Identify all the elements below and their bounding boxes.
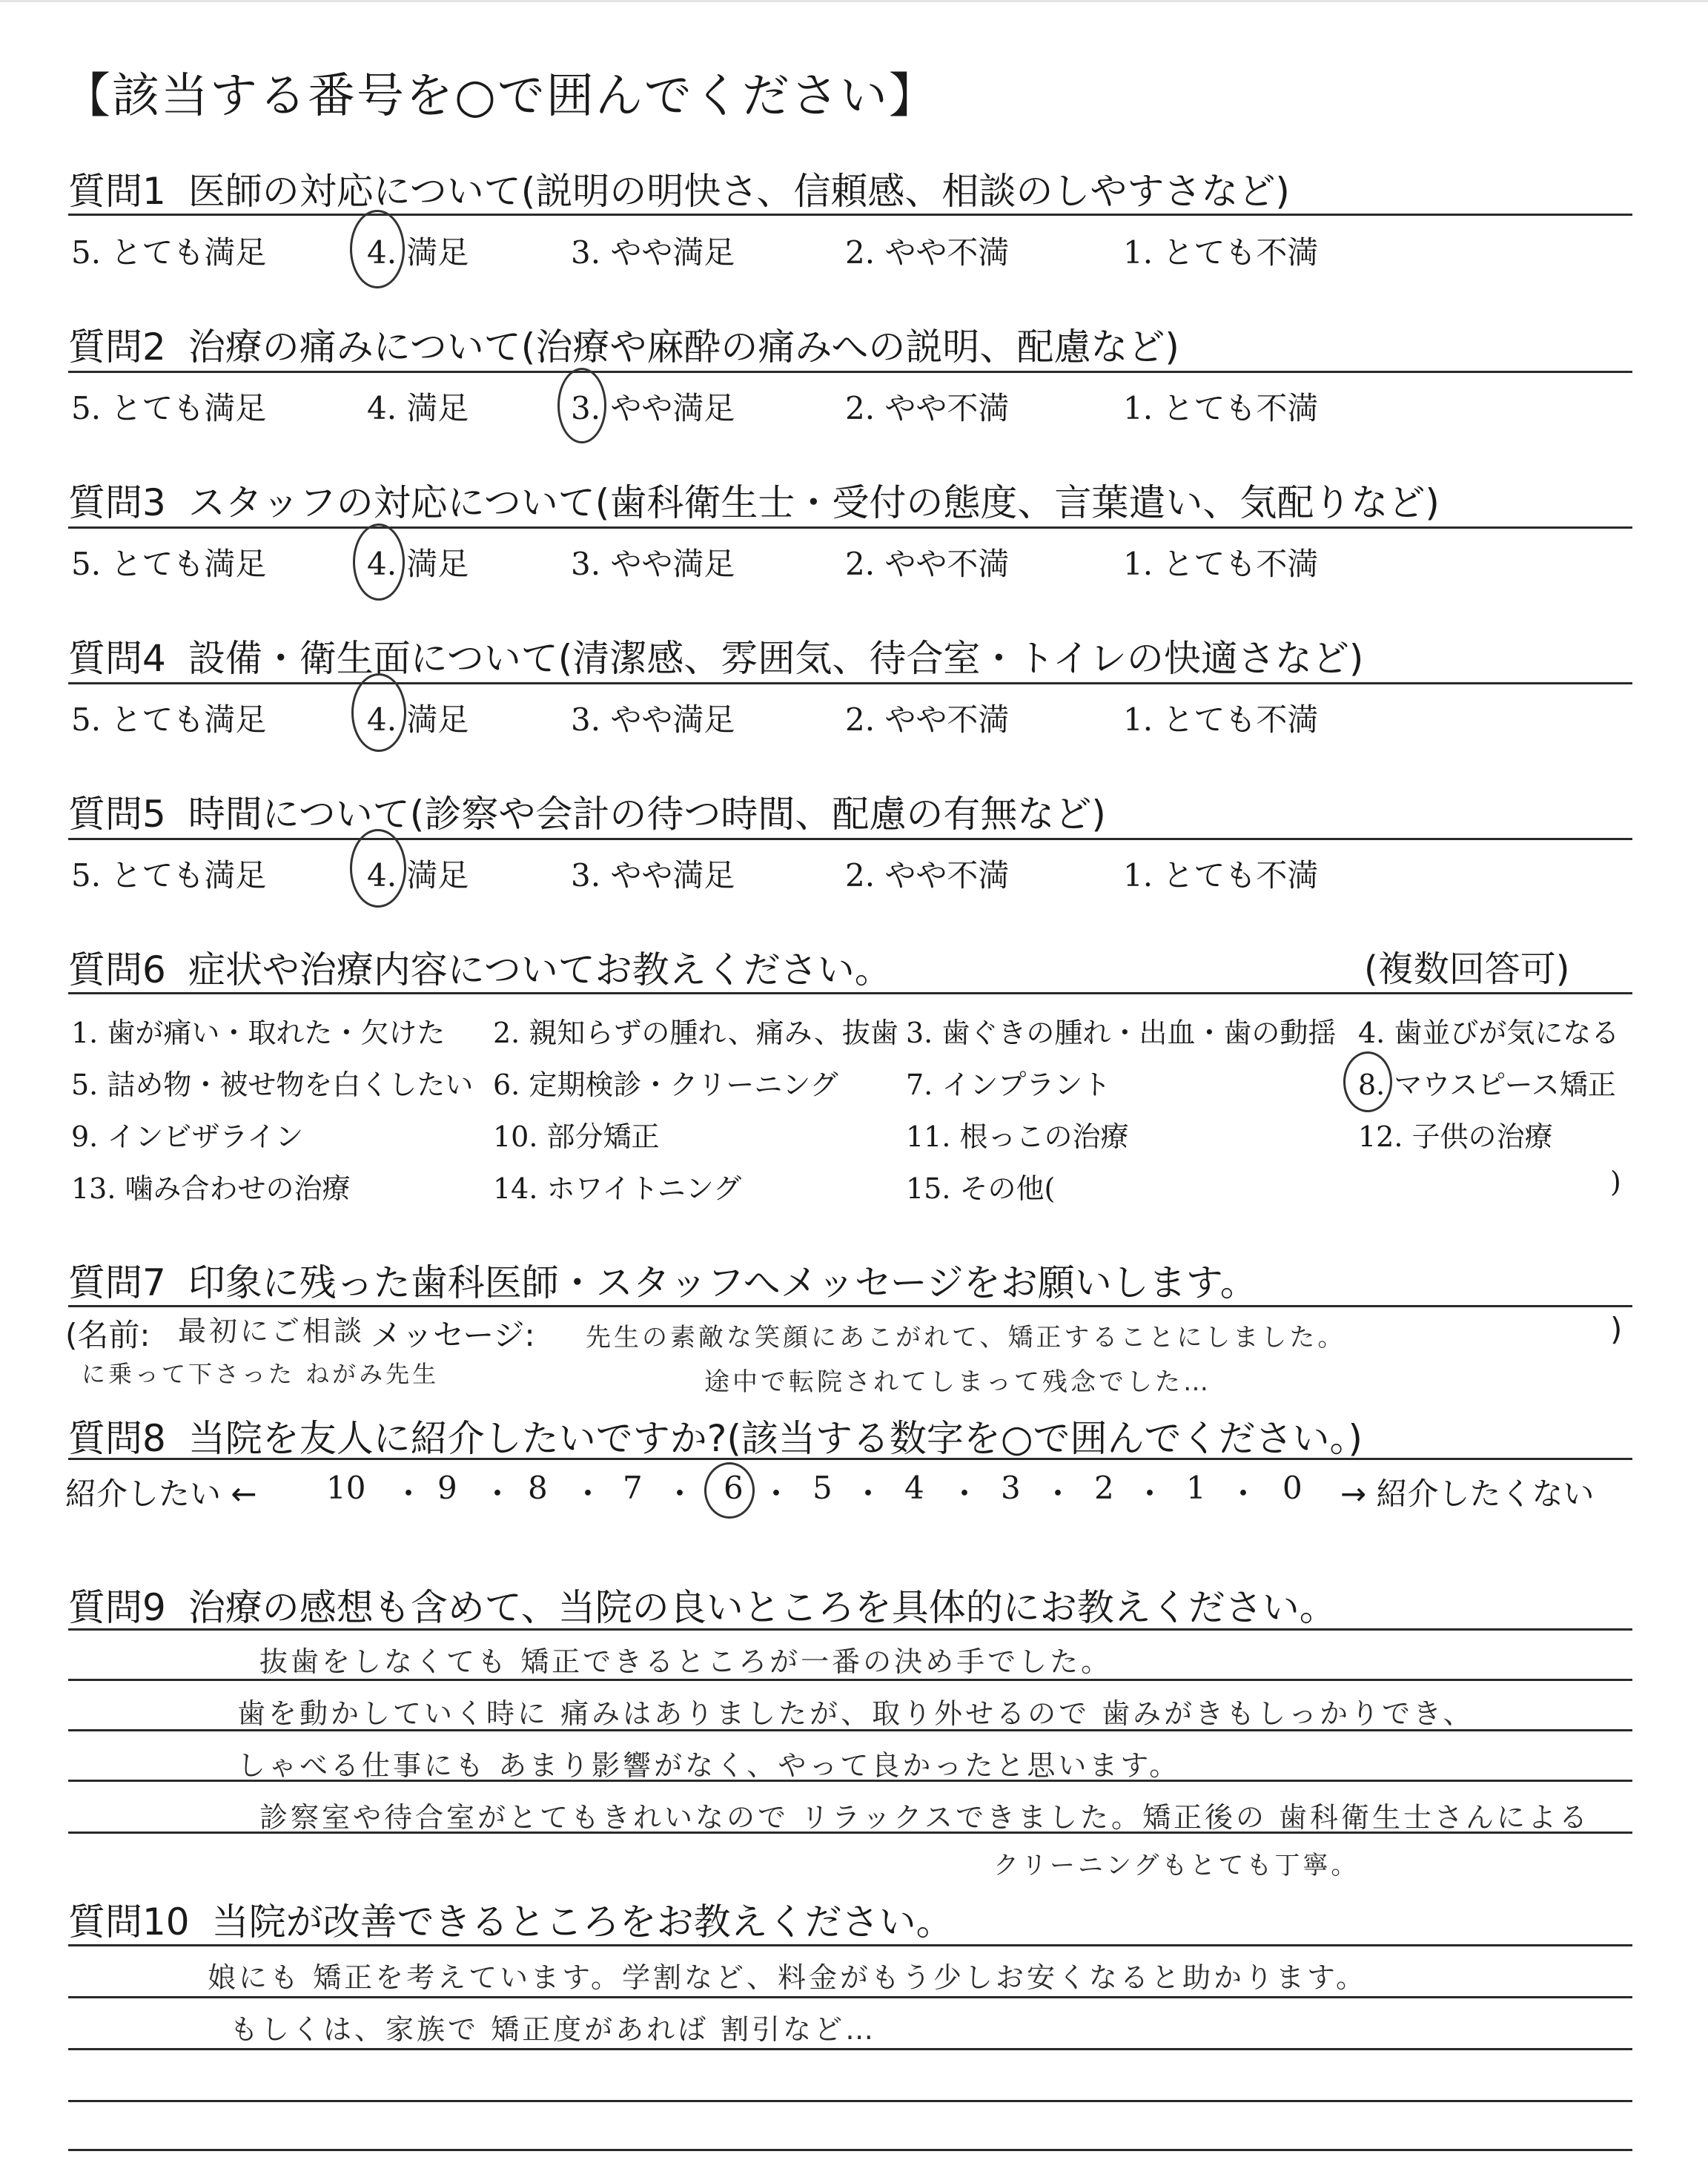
q3-option-1[interactable]: 1. とても不満 [1123, 546, 1319, 582]
q6-item-1[interactable]: 1. 歯が痛い・取れた・欠けた [71, 1017, 446, 1049]
q6-item-8[interactable]: 8. マウスピース矯正 [1358, 1069, 1616, 1101]
q1-option-5[interactable]: 5. とても満足 [71, 234, 267, 271]
q5-option-3[interactable]: 3. やや満足 [571, 857, 735, 894]
question-2-text: 治療の痛みについて(治療や麻酔の痛みへの説明、配慮など) [188, 326, 1179, 369]
q8-separator: ・ [1134, 1476, 1166, 1512]
q2-option-3[interactable]: 3. やや満足 [571, 390, 735, 426]
question-4-label: 質問4 [68, 637, 166, 680]
q5-option-4[interactable]: 4. 満足 [367, 857, 469, 894]
question-8-label: 質問8 [68, 1417, 166, 1460]
q5-selection-circle [350, 829, 406, 908]
question-2-rule [68, 371, 1632, 373]
question-10-text: 当院が改善できるところをお教えください。 [211, 1900, 953, 1943]
question-10-label: 質問10 [68, 1900, 190, 1943]
q4-selection-circle [351, 673, 406, 752]
q8-score-8[interactable]: 8 [528, 1470, 548, 1506]
question-7-label: 質問7 [68, 1261, 166, 1304]
question-7-rule [68, 1305, 1632, 1307]
q2-option-4[interactable]: 4. 満足 [367, 390, 469, 426]
question-6-multi-answer-note: (複数回答可) [1364, 948, 1570, 990]
q1-option-3[interactable]: 3. やや満足 [571, 234, 735, 271]
q8-score-10[interactable]: 10 [326, 1470, 366, 1506]
form-heading: 【該当する番号を○で囲んでください】 [63, 69, 938, 124]
question-5 [68, 785, 1106, 838]
q9-answer-line [68, 1628, 1632, 1631]
q10-answer-line [68, 2149, 1632, 2151]
q8-selection-circle [704, 1462, 755, 1519]
q2-option-5[interactable]: 5. とても満足 [71, 390, 267, 426]
q5-option-1[interactable]: 1. とても不満 [1123, 857, 1319, 894]
q8-separator: ・ [572, 1476, 604, 1512]
question-1-rule [68, 214, 1632, 216]
q8-score-3[interactable]: 3 [1001, 1470, 1021, 1506]
q8-score-9[interactable]: 9 [437, 1470, 457, 1506]
q5-option-5[interactable]: 5. とても満足 [71, 857, 267, 894]
q8-score-2[interactable]: 2 [1094, 1470, 1114, 1506]
q8-separator: ・ [949, 1476, 981, 1512]
q8-scale-left-label: 紹介したい ← [65, 1476, 257, 1512]
question-1-label: 質問1 [68, 170, 166, 213]
q8-score-1[interactable]: 1 [1186, 1470, 1206, 1506]
q8-score-0[interactable]: 0 [1282, 1470, 1302, 1506]
q3-option-5[interactable]: 5. とても満足 [71, 546, 267, 582]
q6-item-15-close: ) [1610, 1166, 1621, 1198]
q2-option-1[interactable]: 1. とても不満 [1123, 390, 1319, 426]
q4-option-2[interactable]: 2. やや不満 [845, 701, 1010, 738]
question-4-text: 設備・衛生面について(清潔感、雰囲気、待合室・トイレの快適さなど) [188, 637, 1364, 680]
question-8-text: 当院を友人に紹介したいですか?(該当する数字を○で囲んでください。) [188, 1417, 1363, 1460]
q8-separator: ・ [664, 1476, 696, 1512]
q6-item-4[interactable]: 4. 歯並びが気になる [1358, 1017, 1620, 1049]
question-9 [68, 1578, 1337, 1631]
q3-option-4[interactable]: 4. 満足 [367, 546, 469, 582]
question-8-rule [68, 1458, 1632, 1460]
q4-option-3[interactable]: 3. やや満足 [571, 701, 735, 738]
q8-separator: ・ [853, 1476, 884, 1512]
question-6-label: 質問6 [68, 948, 166, 991]
question-7 [68, 1253, 1257, 1307]
question-9-label: 質問9 [68, 1586, 166, 1629]
q6-item-11[interactable]: 11. 根っこの治療 [906, 1120, 1129, 1153]
q6-item-5[interactable]: 5. 詰め物・被せ物を白くしたい [71, 1069, 474, 1101]
question-3 [68, 473, 1440, 526]
question-9-text: 治療の感想も含めて、当院の良いところを具体的にお教えください。 [188, 1586, 1337, 1629]
question-2-label: 質問2 [68, 326, 166, 369]
q8-scale-right-label: → 紹介したくない [1340, 1476, 1595, 1512]
q8-separator: ・ [1042, 1476, 1074, 1512]
q9-answer-handwritten-3: しゃべる仕事にも あまり影響がなく、やって良かったと思います。 [237, 1749, 1181, 1782]
q4-option-1[interactable]: 1. とても不満 [1123, 701, 1319, 738]
q3-option-2[interactable]: 2. やや不満 [845, 546, 1010, 582]
question-6-text: 症状や治療内容についてお教えください。 [188, 948, 892, 991]
question-1-text: 医師の対応について(説明の明快さ、信頼感、相談のしやすさなど) [188, 170, 1290, 213]
q9-answer-handwritten-5: クリーニングもとても丁寧。 [993, 1851, 1360, 1880]
question-3-text: スタッフの対応について(歯科衛生士・受付の態度、言葉遣い、気配りなど) [188, 481, 1440, 524]
q6-item-3[interactable]: 3. 歯ぐきの腫れ・出血・歯の動揺 [906, 1017, 1337, 1049]
q8-score-5[interactable]: 5 [812, 1470, 833, 1506]
q1-option-4[interactable]: 4. 満足 [367, 234, 469, 271]
q5-option-2[interactable]: 2. やや不満 [845, 857, 1010, 894]
q7-message-handwritten-1: 先生の素敵な笑顔にあこがれて、矯正することにしました。 [586, 1323, 1346, 1353]
q7-message-handwritten-2: 途中で転院されてしまって残念でした… [704, 1367, 1211, 1397]
q10-answer-line [68, 2048, 1632, 2050]
q7-name-handwritten-2: に乗って下さった ねがみ先生 [82, 1360, 440, 1388]
question-7-text: 印象に残った歯科医師・スタッフへメッセージをお願いします。 [188, 1261, 1257, 1304]
q7-name-handwritten-1: 最初にご相談 [178, 1315, 365, 1347]
question-10 [68, 1892, 953, 1946]
q6-item-10[interactable]: 10. 部分矯正 [493, 1120, 660, 1153]
q7-message-label: メッセージ: [371, 1317, 535, 1353]
question-4-rule [68, 682, 1632, 684]
q10-answer-line [68, 2100, 1632, 2102]
q7-name-label: (名前: [65, 1317, 150, 1353]
q1-selection-circle [350, 210, 405, 288]
q3-option-3[interactable]: 3. やや満足 [571, 546, 735, 582]
q8-separator: ・ [482, 1476, 514, 1512]
q7-close-paren: ) [1610, 1311, 1623, 1347]
q6-item-6[interactable]: 6. 定期検診・クリーニング [493, 1069, 838, 1101]
q10-answer-line [68, 1996, 1632, 1998]
q1-option-2[interactable]: 2. やや不満 [845, 234, 1010, 271]
q9-answer-handwritten-2: 歯を動かしていく時に 痛みはありましたが、取り外せるので 歯みがきもしっかりでき、 [237, 1697, 1474, 1730]
question-4 [68, 629, 1363, 682]
q6-item-7[interactable]: 7. インプラント [906, 1069, 1111, 1101]
q6-item-9[interactable]: 9. インビザライン [71, 1120, 304, 1153]
question-5-rule [68, 838, 1632, 840]
q4-option-4[interactable]: 4. 満足 [367, 701, 469, 738]
question-6 [68, 940, 892, 994]
q6-item-12[interactable]: 12. 子供の治療 [1358, 1120, 1553, 1153]
q9-answer-handwritten-1: 抜歯をしなくても 矯正できるところが一番の決め手でした。 [259, 1645, 1113, 1678]
q6-selection-circle [1343, 1051, 1392, 1112]
q1-option-1[interactable]: 1. とても不満 [1123, 234, 1319, 271]
q8-separator: ・ [761, 1476, 792, 1512]
q2-selection-circle [557, 368, 606, 443]
q10-answer-handwritten-2: もしくは、家族で 矯正度があれば 割引など… [230, 2013, 877, 2046]
question-8 [68, 1409, 1363, 1462]
question-3-label: 質問3 [68, 481, 166, 524]
q10-answer-line [68, 1944, 1632, 1946]
q2-option-2[interactable]: 2. やや不満 [845, 390, 1010, 426]
q4-option-5[interactable]: 5. とても満足 [71, 701, 267, 738]
q6-item-2[interactable]: 2. 親知らずの腫れ、痛み、抜歯 [493, 1017, 898, 1049]
q6-item-14[interactable]: 14. ホワイトニング [493, 1172, 742, 1205]
q8-separator: ・ [1228, 1476, 1260, 1512]
question-6-rule [68, 992, 1632, 994]
question-5-label: 質問5 [68, 793, 166, 836]
q10-answer-handwritten-1: 娘にも 矯正を考えています。学割など、料金がもう少しお安くなると助かります。 [208, 1961, 1368, 1994]
q8-score-7[interactable]: 7 [623, 1470, 643, 1506]
q8-score-4[interactable]: 4 [904, 1470, 924, 1506]
q6-item-13[interactable]: 13. 噛み合わせの治療 [71, 1172, 351, 1205]
q9-answer-handwritten-4: 診察室や待合室がとてもきれいなので リラックスできました。矯正後の 歯科衛生士さんによる [259, 1801, 1591, 1834]
q8-separator: ・ [393, 1476, 425, 1512]
q8-score-6[interactable]: 6 [724, 1470, 744, 1506]
q6-item-15[interactable]: 15. その他( [906, 1172, 1056, 1205]
q3-selection-circle [353, 524, 405, 601]
question-1 [68, 162, 1290, 215]
question-2 [68, 317, 1179, 371]
question-3-rule [68, 526, 1632, 529]
question-5-text: 時間について(診察や会計の待つ時間、配慮の有無など) [188, 793, 1106, 836]
